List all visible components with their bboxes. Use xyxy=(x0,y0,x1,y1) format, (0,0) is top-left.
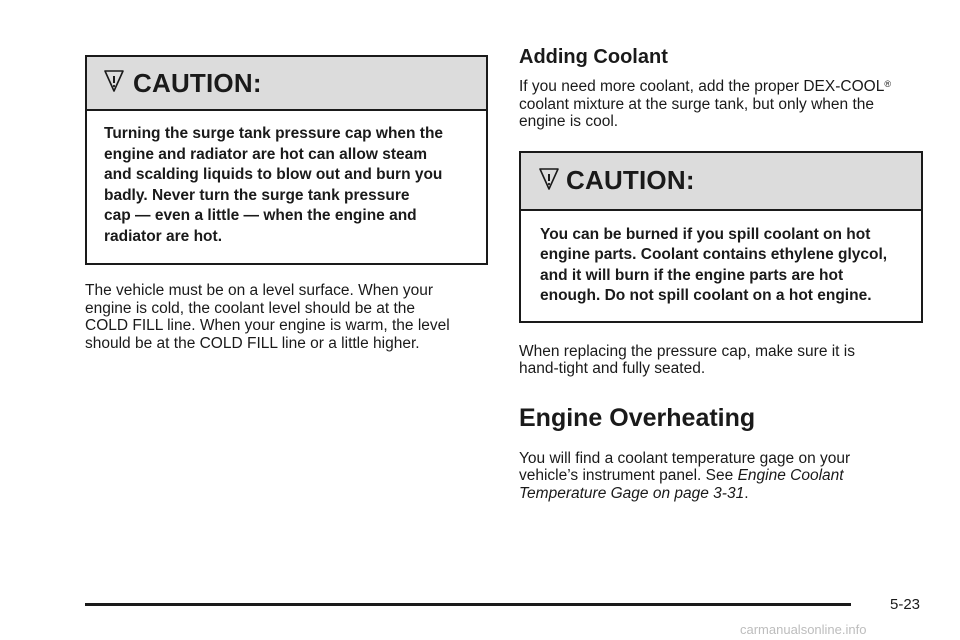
text-line: The vehicle must be on a level surface. When your xyxy=(85,282,434,299)
text-line: hand-tight and fully seated. xyxy=(519,360,706,377)
cross-reference-link[interactable]: Engine Coolant xyxy=(737,467,844,484)
left-column xyxy=(85,55,488,352)
caution-line: and it will burn if the engine parts are hot xyxy=(540,266,844,284)
caution-text xyxy=(87,111,486,263)
engine-overheating-heading: Engine Overheating xyxy=(519,403,756,432)
caution-line: badly. Never turn the surge tank pressure xyxy=(104,186,410,204)
footer-rule xyxy=(85,603,851,606)
caution-line: You can be burned if you spill coolant on hot xyxy=(540,225,871,243)
caution-box-surge-tank xyxy=(85,55,488,265)
warning-triangle-icon xyxy=(538,166,560,192)
caution-header xyxy=(521,153,921,211)
text-line: engine is cool. xyxy=(519,113,619,130)
watermark: carmanualsonline.info xyxy=(740,622,867,637)
text-line: . xyxy=(744,484,749,502)
caution-line: enough. Do not spill coolant on a hot engine. xyxy=(540,287,872,304)
text-line: When replacing the pressure cap, make sure it is xyxy=(519,342,855,360)
caution-title: CAUTION: xyxy=(133,67,262,98)
adding-coolant-paragraph xyxy=(519,78,923,131)
caution-line: radiator are hot. xyxy=(104,227,222,245)
cross-reference-link[interactable]: Temperature Gage on page 3-31 xyxy=(519,484,745,502)
text-line: vehicle’s instrument panel. See xyxy=(519,467,738,484)
text-line: engine is cold, the coolant level should be at the xyxy=(85,299,416,317)
caution-line: engine and radiator are hot can allow steam xyxy=(104,145,428,163)
registered-mark: ® xyxy=(884,79,891,89)
page-number: 5-23 xyxy=(890,596,921,613)
caution-line: cap — even a little — when the engine and xyxy=(104,207,417,224)
caution-header xyxy=(87,57,486,111)
pressure-cap-paragraph xyxy=(519,343,923,378)
overheating-paragraph xyxy=(519,450,923,503)
caution-line: Turning the surge tank pressure cap when the xyxy=(104,125,444,142)
caution-box-hot-coolant xyxy=(519,151,923,323)
text-line: should be at the COLD FILL line or a little higher. xyxy=(85,334,420,352)
text-line: coolant mixture at the surge tank, but only when the xyxy=(519,95,874,113)
warning-triangle-icon xyxy=(103,68,125,94)
coolant-level-paragraph xyxy=(85,282,488,352)
text-line: You will find a coolant temperature gage on your xyxy=(519,449,851,467)
caution-line: engine parts. Coolant contains ethylene glycol, xyxy=(540,246,888,263)
text-line: If you need more coolant, add the proper DEX-COOL xyxy=(519,78,885,95)
right-column xyxy=(519,44,923,502)
caution-text xyxy=(521,211,921,321)
caution-title: CAUTION: xyxy=(566,165,695,195)
text-line: COLD FILL line. When your engine is warm, the level xyxy=(85,317,450,334)
caution-line: and scalding liquids to blow out and burn you xyxy=(104,166,443,183)
adding-coolant-heading: Adding Coolant xyxy=(519,46,668,68)
